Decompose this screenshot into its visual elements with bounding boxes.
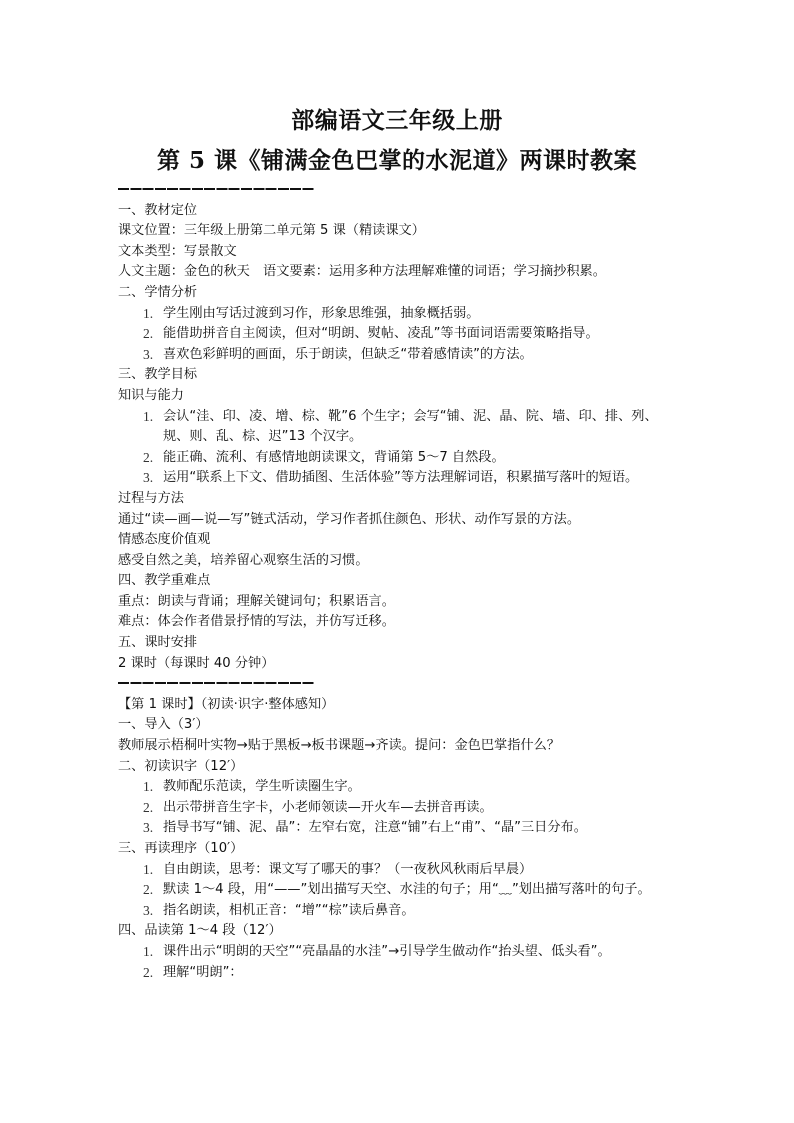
separator-line <box>118 674 678 695</box>
section-heading: 四、教学重难点 <box>118 573 211 589</box>
list-item <box>118 345 678 366</box>
text-line: 教师展示梧桐叶实物→贴于黑板→板书课题→齐读。提问：金色巴掌指什么？ <box>118 738 560 754</box>
text-line: 感受自然之美，培养留心观察生活的习惯。 <box>118 552 369 568</box>
list-item <box>118 963 678 984</box>
section-heading: 一、教材定位 <box>118 202 198 218</box>
list-number: 2. <box>143 964 154 980</box>
document-title: 部编语文三年级上册 <box>291 107 503 134</box>
list-text: 课件出示“明朗的天空”“亮晶晶的水洼”→引导学生做动作“抬头望、低头看”。 <box>163 943 611 959</box>
section-heading: 二、学情分析 <box>118 284 198 300</box>
list-text: 自由朗读，思考：课文写了哪天的事？（一夜秋风秋雨后早晨） <box>163 861 533 877</box>
list-item <box>118 468 678 489</box>
list-text: 默读 1～4 段，用“——”划出描写天空、水洼的句子；用“﹏”划出描写落叶的句子。 <box>163 882 651 898</box>
list-text: 能借助拼音自主阅读，但对“明朗、熨帖、凌乱”等书面词语需要策略指导。 <box>163 326 599 342</box>
list-item <box>118 860 678 881</box>
text-line: 重点：朗读与背诵；理解关键词句；积累语言。 <box>118 593 395 609</box>
list-text: 指名朗读，相机正音：“增”“棕”读后鼻音。 <box>163 902 415 918</box>
lesson-heading: 【第 1 课时】（初读·识字·整体感知） <box>118 696 335 712</box>
list-number: 3. <box>143 346 154 362</box>
list-item <box>118 407 678 448</box>
list-item <box>118 304 678 325</box>
list-number: 3. <box>143 820 154 836</box>
list-item <box>118 942 678 963</box>
list-number: 1. <box>143 408 154 424</box>
list-text: 出示带拼音生字卡，小老师领读—开火车—去拼音再读。 <box>163 799 493 815</box>
section-heading: 四、品读第 1～4 段（12′） <box>118 923 282 939</box>
text-line: 文本类型：写景散文 <box>118 243 237 259</box>
list-text: 指导书写“铺、泥、晶”：左窄右宽，注意“铺”右上“甫”、“晶”三日分布。 <box>163 820 587 836</box>
list-number: 1. <box>143 305 154 321</box>
section-heading: 五、课时安排 <box>118 635 198 651</box>
text-line: 课文位置：三年级上册第二单元第 5 课（精读课文） <box>118 223 425 239</box>
text-line: 人文主题：金色的秋天 语文要素：运用多种方法理解难懂的词语；学习摘抄积累。 <box>118 264 606 280</box>
list-number: 1. <box>143 943 154 959</box>
list-text: 会认“洼、印、凌、增、棕、靴”6 个生字；会写“铺、泥、晶、院、墙、印、排、列、规、则、乱、棕、迟”13 个汉字。 <box>163 408 658 445</box>
subsection-heading: 知识与能力 <box>118 387 184 403</box>
list-number: 3. <box>143 470 154 486</box>
list-text: 理解“明朗”： <box>163 964 243 980</box>
section-heading: 一、导入（3′） <box>118 717 209 733</box>
text-line: 难点：体会作者借景抒情的写法，并仿写迁移。 <box>118 614 395 630</box>
list-number: 2. <box>143 449 154 465</box>
text-line: 通过“读—画—说—写”链式活动，学习作者抓住颜色、形状、动作写景的方法。 <box>118 511 581 527</box>
list-item <box>118 901 678 922</box>
section-heading: 三、教学目标 <box>118 367 198 383</box>
list-number: 2. <box>143 326 154 342</box>
list-number: 3. <box>143 902 154 918</box>
list-text: 能正确、流利、有感情地朗读课文，背诵第 5～7 自然段。 <box>163 449 505 465</box>
text-line: 2 课时（每课时 40 分钟） <box>118 655 275 671</box>
section-heading: 二、初读识字（12′） <box>118 758 244 774</box>
subsection-heading: 过程与方法 <box>118 490 184 506</box>
list-number: 2. <box>143 882 154 898</box>
list-item <box>118 798 678 819</box>
list-text: 运用“联系上下文、借助插图、生活体验”等方法理解词语，积累描写落叶的短语。 <box>163 470 639 486</box>
document-subtitle: 第 5 课《铺满金色巴掌的水泥道》两课时教案 <box>156 147 638 174</box>
separator-line <box>118 180 678 201</box>
subsection-heading: 情感态度价值观 <box>118 532 211 548</box>
list-text: 教师配乐范读，学生听读圈生字。 <box>163 779 361 795</box>
list-text: 喜欢色彩鲜明的画面，乐于朗读，但缺乏“带着感情读”的方法。 <box>163 346 533 362</box>
list-number: 1. <box>143 861 154 877</box>
section-heading: 三、再读理序（10′） <box>118 841 244 856</box>
list-text: 学生刚由写话过渡到习作，形象思维强，抽象概括弱。 <box>163 305 480 321</box>
list-item <box>118 324 678 345</box>
list-item <box>118 448 678 469</box>
list-number: 2. <box>143 799 154 815</box>
list-item <box>118 818 678 839</box>
document-body <box>118 180 678 983</box>
list-number: 1. <box>143 779 154 795</box>
list-item <box>118 880 678 901</box>
list-item <box>118 777 678 798</box>
